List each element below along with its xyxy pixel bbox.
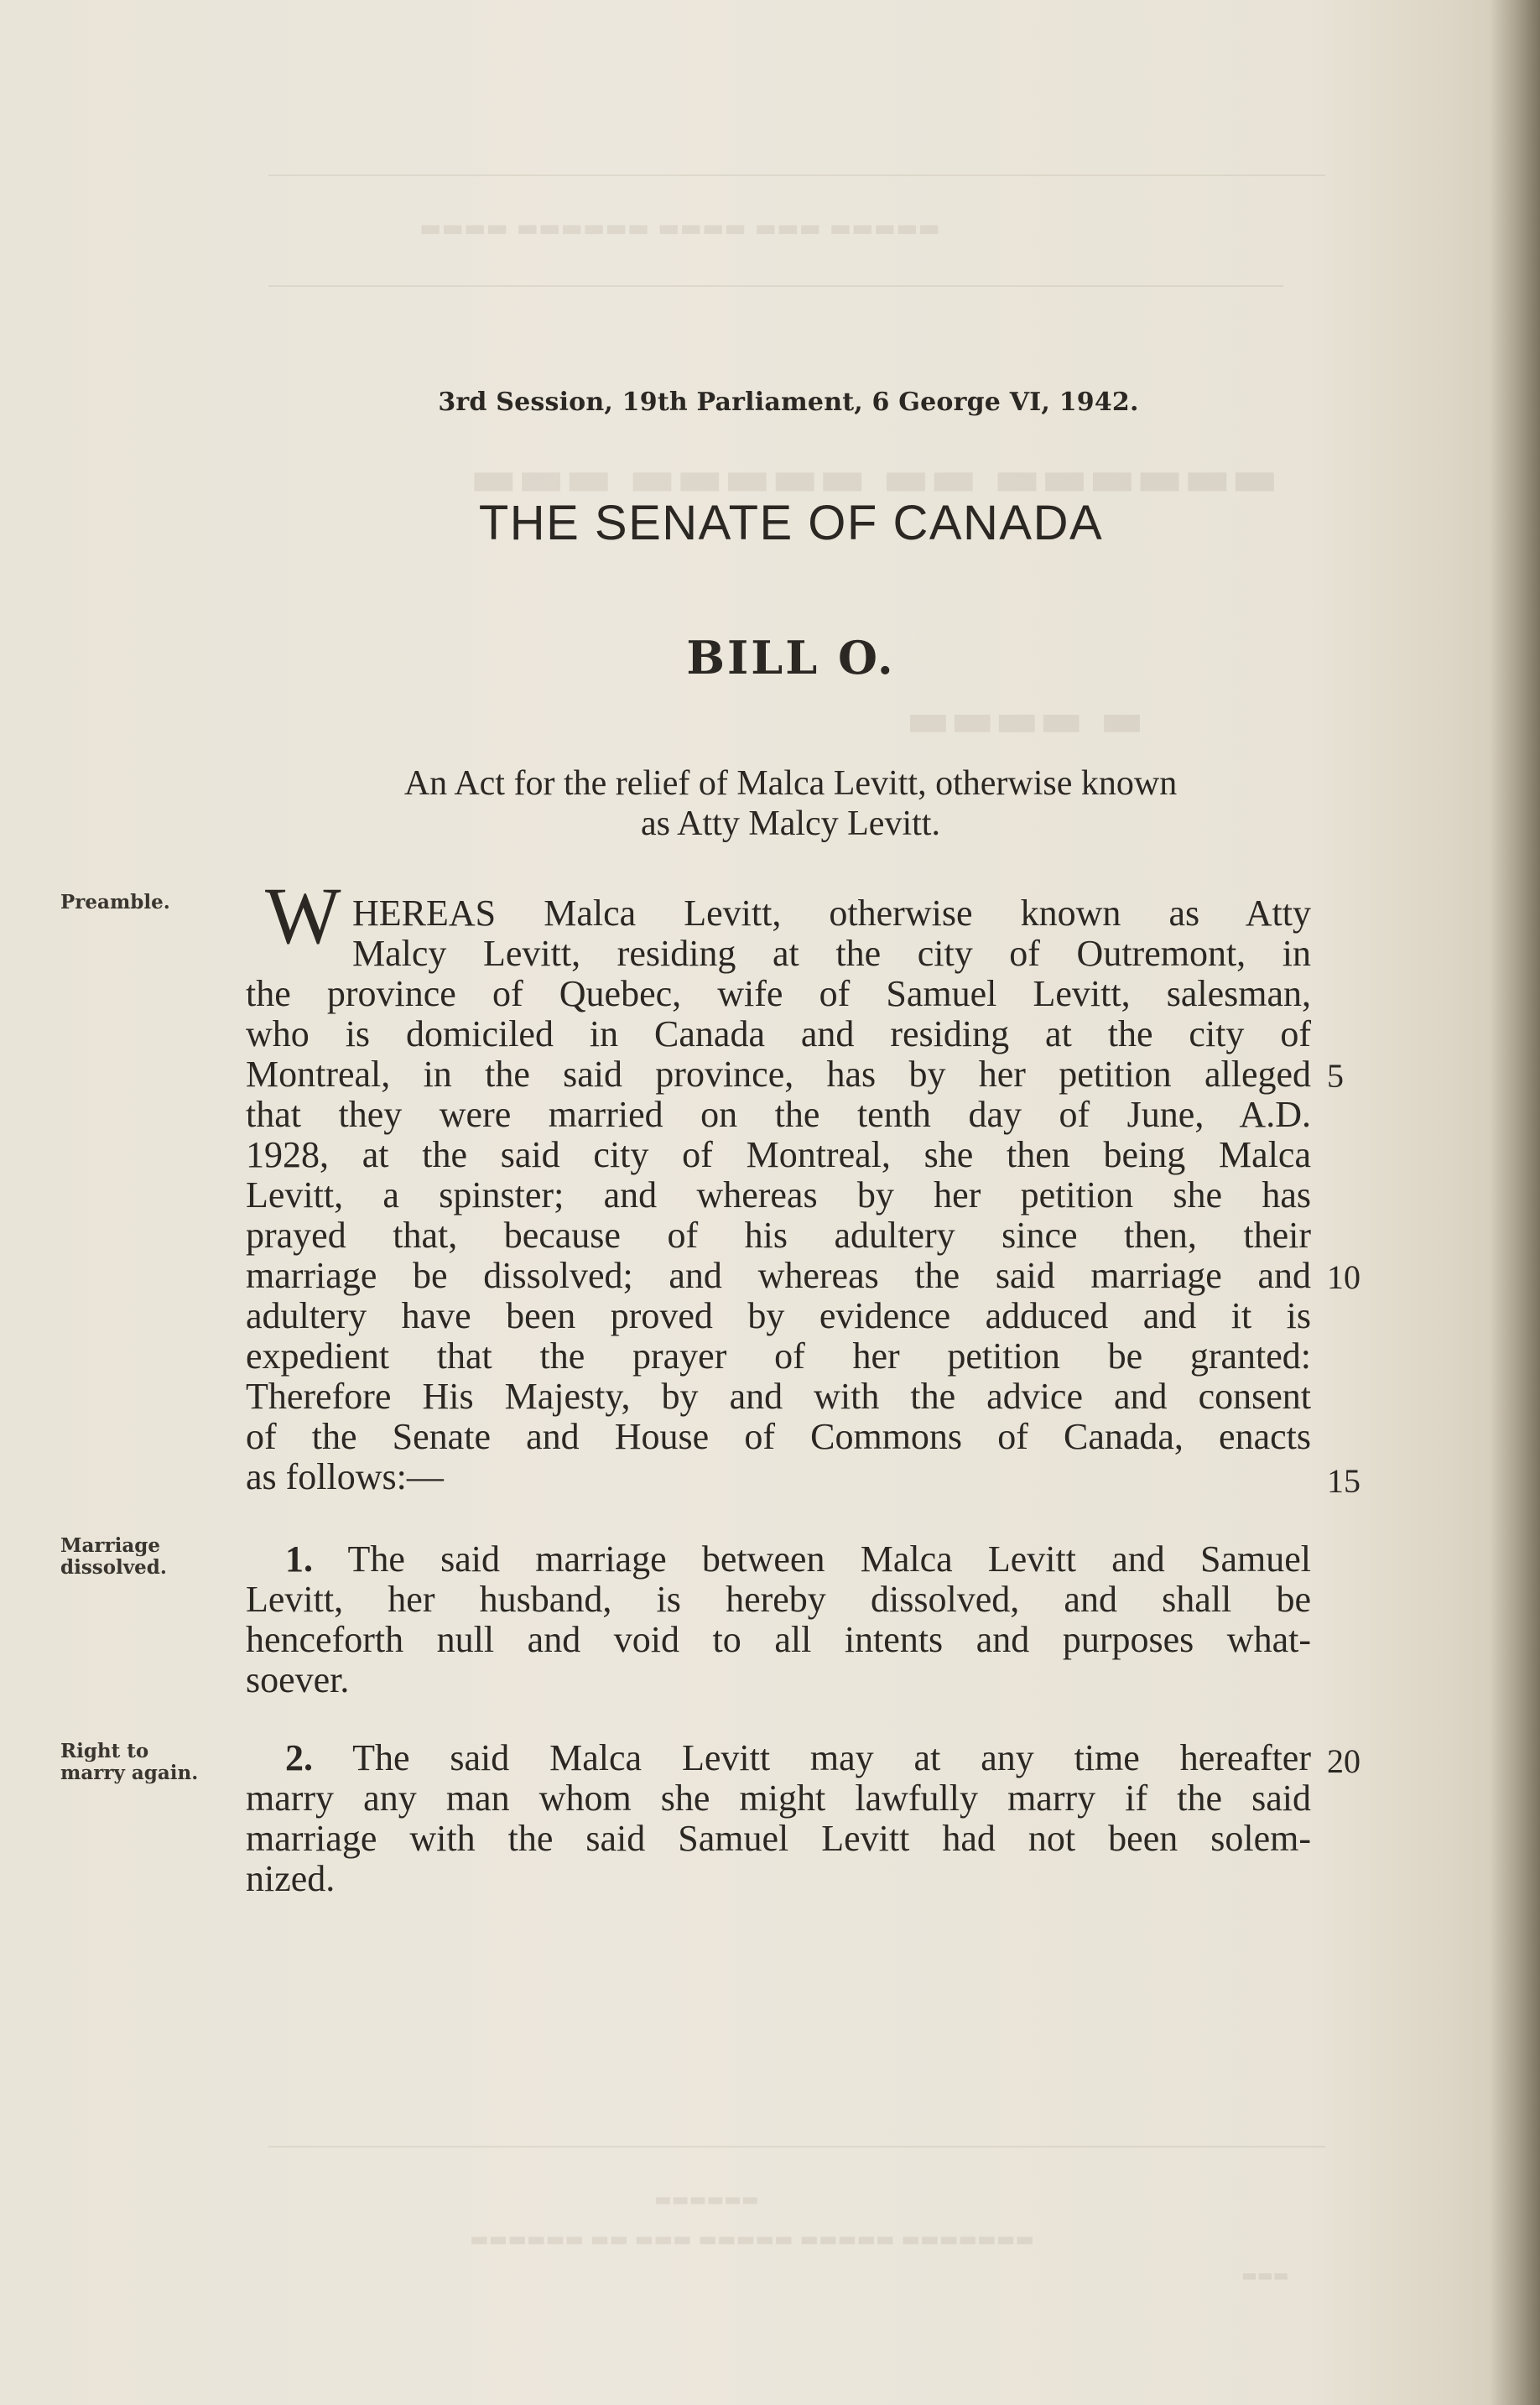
preamble-dropcap: W	[265, 871, 341, 960]
line-number: 15	[1327, 1462, 1361, 1500]
show-through-text: ▬▬▬▬▬▬	[654, 2189, 759, 2210]
preamble-line: adultery have been proved by evidence adduced and it is	[246, 1295, 1311, 1336]
act-title-line: An Act for the relief of Malca Levitt, otherwise known	[403, 764, 1178, 803]
section-1-line: soever.	[246, 1659, 350, 1700]
preamble-line: as follows:—	[246, 1456, 444, 1497]
section-1-text: The said marriage between Malca Levitt and Samuel	[347, 1538, 1311, 1580]
page-edge-shadow	[1490, 0, 1540, 2405]
show-through-text: ▬▬▬▬ ▬▬▬▬▬▬ ▬▬▬▬ ▬▬▬ ▬▬▬▬▬	[419, 214, 941, 242]
section-2-text: The said Malca Levitt may at any time hereafter	[352, 1737, 1311, 1778]
section-2-line: marriage with the said Samuel Levitt had not been solem-	[246, 1818, 1311, 1859]
show-through-rule	[268, 285, 1283, 287]
margin-note-line: marry again.	[60, 1762, 199, 1784]
section-2-first-line	[285, 1738, 1311, 1778]
margin-note-line: Marriage	[60, 1534, 160, 1557]
show-through-text: ▬▬▬▬ ▬	[906, 692, 1145, 747]
act-title	[298, 763, 1283, 844]
preamble-line: marriage be dissolved; and whereas the said marriage and	[246, 1255, 1311, 1296]
section-2-number: 2.	[285, 1737, 313, 1778]
bill-number: BILL O.	[686, 631, 896, 685]
margin-note-line: Right to	[60, 1740, 149, 1762]
preamble-line: Montreal, in the said province, has by her petition alleged	[246, 1054, 1311, 1095]
preamble-line: who is domiciled in Canada and residing at the city of	[246, 1013, 1311, 1054]
preamble-line: the province of Quebec, wife of Samuel Levitt, salesman,	[246, 973, 1311, 1014]
show-through-text: ▬▬▬▬▬▬ ▬▬ ▬▬▬ ▬▬▬▬▬ ▬▬▬▬▬ ▬▬▬▬▬▬▬	[470, 2227, 1035, 2251]
line-number: 5	[1327, 1057, 1344, 1095]
line-number: 10	[1327, 1258, 1361, 1296]
preamble-line: Therefore His Majesty, by and with the advice and consent	[246, 1376, 1311, 1417]
margin-note-preamble: Preamble.	[60, 891, 170, 914]
section-2-line: nized.	[246, 1858, 336, 1899]
preamble-first-line: HEREAS Malca Levitt, otherwise known as Atty	[352, 893, 1311, 934]
preamble-line: expedient that the prayer of her petition be granted:	[246, 1335, 1311, 1377]
section-1-line: henceforth null and void to all intents and purposes what-	[246, 1619, 1311, 1660]
preamble-line: Malcy Levitt, residing at the city of Outremont, in	[352, 933, 1311, 974]
show-through-text: ▬▬▬ ▬▬▬▬▬ ▬▬ ▬▬▬▬▬▬	[470, 449, 1279, 508]
preamble-line: Levitt, a spinster; and whereas by her petition she has	[246, 1174, 1311, 1216]
preamble-line: 1928, at the said city of Montreal, she then being Malca	[246, 1134, 1311, 1175]
preamble-line: of the Senate and House of Commons of Canada, enacts	[246, 1416, 1311, 1457]
show-through-text: ▬▬▬	[1241, 2265, 1289, 2285]
section-2-line: marry any man whom she might lawfully marry if the said	[246, 1778, 1311, 1819]
preamble-line: prayed that, because of his adultery since then, their	[246, 1215, 1311, 1256]
margin-note-line: dissolved.	[60, 1556, 167, 1579]
senate-title: THE SENATE OF CANADA	[478, 496, 1104, 550]
section-1-line: Levitt, her husband, is hereby dissolved, and shall be	[246, 1579, 1311, 1620]
act-title-line: as Atty Malcy Levitt.	[641, 804, 940, 843]
section-1-number: 1.	[285, 1538, 313, 1580]
line-number: 20	[1327, 1742, 1361, 1780]
session-heading: 3rd Session, 19th Parliament, 6 George VI, 1942.	[438, 388, 1139, 417]
show-through-rule	[268, 2146, 1325, 2147]
margin-note-right-to-marry	[60, 1741, 237, 1784]
margin-note-marriage-dissolved	[60, 1535, 237, 1579]
show-through-rule	[268, 174, 1325, 176]
preamble-line: that they were married on the tenth day of June, A.D.	[246, 1094, 1311, 1135]
section-1-first-line	[285, 1539, 1311, 1580]
